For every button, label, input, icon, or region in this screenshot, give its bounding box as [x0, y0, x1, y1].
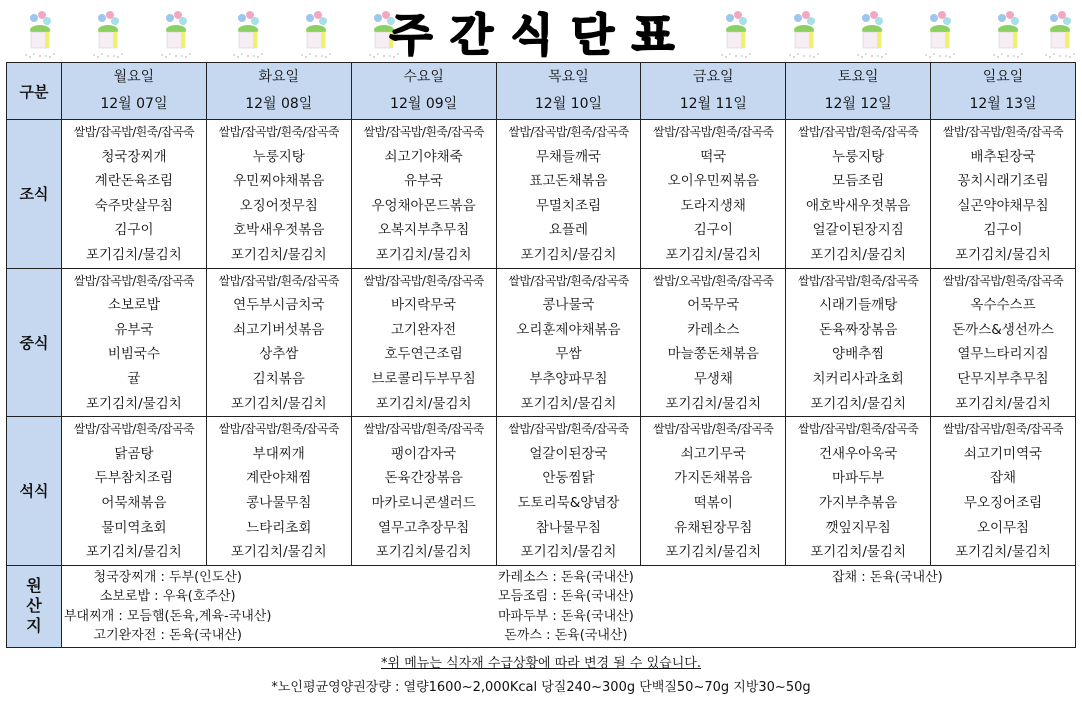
- origin-column: [64, 568, 271, 646]
- origin-item: 고기완자전 : 돈육(국내산): [93, 628, 242, 644]
- menu-item: 오징어젓무침: [239, 197, 318, 214]
- menu-item: 포기김치/물김치: [955, 544, 1051, 561]
- menu-item: 오리훈제야채볶음: [516, 321, 621, 338]
- menu-item: 물미역초회: [101, 519, 167, 536]
- menu-item: 깻잎지무침: [825, 519, 891, 536]
- menu-item: 포기김치/물김치: [375, 395, 472, 412]
- menu-item: 소보로밥: [107, 297, 160, 314]
- menu-item: 열무느타리지짐: [957, 346, 1049, 363]
- menu-item: 호두연근조림: [384, 346, 463, 363]
- menu-item: 우엉채아몬드볶음: [371, 197, 476, 214]
- menu-item: 포기김치/물김치: [665, 395, 762, 412]
- menu-item: 숙주맛살무침: [94, 197, 174, 214]
- menu-cell: [351, 268, 496, 417]
- day-name: 수요일: [403, 69, 444, 85]
- meal-row: [7, 268, 1076, 417]
- menu-item: 포기김치/물김치: [86, 246, 182, 263]
- menu-cell: [496, 417, 641, 566]
- day-name: 월요일: [113, 69, 155, 85]
- origin-item: 모듬조림 : 돈육(국내산): [498, 589, 634, 605]
- menu-item: 돈까스&생선까스: [952, 321, 1054, 338]
- menu-item: 쌀밥/잡곡밥/흰죽/잡곡죽: [508, 273, 629, 288]
- origin-label-char: 원: [26, 576, 42, 596]
- change-notice: *위 메뉴는 식자재 수급상황에 따라 변경 될 수 있습니다.: [381, 656, 701, 671]
- menu-item: 가지돈채볶음: [674, 470, 753, 487]
- menu-cell: [206, 417, 351, 566]
- menu-cell: [351, 120, 496, 269]
- day-date: 12월 08일: [245, 96, 313, 112]
- menu-item: 어묵채볶음: [101, 494, 167, 511]
- menu-item: 꽁치시래기조림: [957, 173, 1049, 190]
- menu-item: 애호박새우젓볶음: [805, 197, 911, 214]
- menu-item: 실곤약야채무침: [957, 197, 1049, 214]
- menu-item: 오이무침: [976, 519, 1030, 536]
- menu-item: 쌀밥/잡곡밥/흰죽/잡곡죽: [798, 422, 919, 437]
- menu-item: 양배추찜: [832, 346, 885, 363]
- menu-cell: [206, 120, 351, 269]
- day-header: [496, 63, 641, 120]
- origin-item: 카레소스 : 돈육(국내산): [498, 569, 634, 585]
- day-header: [931, 63, 1076, 120]
- menu-item: 안동찜닭: [542, 470, 595, 487]
- menu-item: 포기김치/물김치: [665, 246, 762, 263]
- day-date: 12월 13일: [969, 96, 1037, 112]
- origin-info: [62, 565, 1076, 647]
- menu-item: 쌀밥/잡곡밥/흰죽/잡곡죽: [218, 273, 339, 288]
- menu-cell: [496, 120, 641, 269]
- menu-item: 쌀밥/잡곡밥/흰죽/잡곡죽: [218, 422, 339, 437]
- menu-item: 마늘쫑돈채볶음: [667, 346, 759, 363]
- menu-item: 쌀밥/잡곡밥/흰죽/잡곡죽: [218, 125, 339, 139]
- menu-item: 쌀밥/잡곡밥/흰죽/잡곡죽: [363, 422, 484, 437]
- menu-item: 팽이감자국: [391, 445, 457, 462]
- menu-cell: [786, 120, 931, 269]
- menu-item: 카레소스: [687, 321, 740, 338]
- day-name: 일요일: [982, 69, 1024, 85]
- menu-item: 포기김치/물김치: [375, 544, 472, 561]
- menu-item: 얼갈이된장국: [529, 445, 608, 462]
- menu-cell: [351, 417, 496, 566]
- origin-row: [7, 565, 1076, 647]
- menu-item: 김구이: [114, 222, 154, 239]
- menu-item: 쌀밥/잡곡밥/흰죽/잡곡죽: [798, 125, 919, 139]
- day-header: [786, 63, 931, 120]
- menu-item: 청국장찌개: [101, 148, 167, 165]
- menu-item: 상추쌈: [259, 346, 299, 363]
- menu-item: 쌀밥/잡곡밥/흰죽/잡곡죽: [942, 422, 1064, 437]
- origin-item: 부대찌개 : 모듬햄(돈육,계육-국내산): [64, 608, 272, 624]
- menu-cell: [641, 120, 786, 269]
- menu-item: 마카로니콘샐러드: [371, 494, 476, 511]
- menu-item: 우민찌야채볶음: [233, 173, 325, 190]
- meal-row: [7, 417, 1076, 566]
- menu-item: 요플레: [548, 222, 589, 239]
- meal-row: [7, 120, 1076, 269]
- origin-column: [498, 568, 634, 646]
- menu-item: 얼갈이된장지짐: [812, 222, 904, 239]
- menu-item: 유채된장무침: [674, 519, 753, 536]
- day-header: [641, 63, 786, 120]
- menu-item: 쌀밥/잡곡밥/흰죽/잡곡죽: [798, 273, 919, 288]
- weekly-menu-table: [6, 62, 1076, 648]
- menu-item: 유부국: [114, 321, 154, 338]
- origin-label-char: 산: [26, 596, 42, 616]
- menu-item: 느타리초회: [246, 519, 312, 536]
- meal-label: 석식: [7, 417, 62, 566]
- menu-item: 무멸치조림: [535, 197, 602, 214]
- menu-item: 쌀밥/잡곡밥/흰죽/잡곡죽: [73, 273, 195, 288]
- menu-cell: [931, 120, 1076, 269]
- menu-item: 배추된장국: [970, 148, 1036, 165]
- menu-item: 포기김치/물김치: [520, 395, 617, 412]
- day-name: 토요일: [837, 69, 879, 85]
- menu-item: 참나물무침: [535, 519, 602, 536]
- day-name: 화요일: [258, 69, 300, 85]
- menu-item: 쌀밥/잡곡밥/흰죽/잡곡죽: [653, 125, 774, 139]
- header-label: 구분: [7, 63, 62, 120]
- menu-cell: [641, 268, 786, 417]
- menu-item: 무채들깨국: [535, 148, 602, 165]
- menu-cell: [786, 268, 931, 417]
- origin-item: 잡채 : 돈육(국내산): [832, 569, 943, 585]
- day-date: 12월 09일: [390, 96, 458, 112]
- menu-item: 포기김치/물김치: [230, 544, 327, 561]
- menu-item: 쌀밥/잡곡밥/흰죽/잡곡죽: [508, 125, 629, 139]
- meal-label: 중식: [7, 268, 62, 417]
- menu-item: 고기완자전: [391, 321, 457, 338]
- menu-item: 시래기들깨탕: [819, 297, 898, 314]
- menu-item: 쇠고기야채죽: [384, 148, 463, 165]
- menu-item: 콩나물무침: [246, 494, 312, 511]
- day-header: [62, 63, 207, 120]
- menu-item: 포기김치/물김치: [520, 544, 617, 561]
- menu-item: 콩나물국: [542, 297, 595, 314]
- nutrition-notice: *노인평균영양권장량 : 열량1600~2,000Kcal 당질240~300g 단백질50~70g 지방30~50g: [271, 680, 811, 695]
- menu-item: 무쌈: [555, 346, 582, 363]
- menu-item: 치커리사과초회: [812, 370, 904, 387]
- menu-item: 돈육간장볶음: [384, 470, 463, 487]
- menu-cell: [496, 268, 641, 417]
- menu-cell: [931, 268, 1076, 417]
- menu-item: 쌀밥/잡곡밥/흰죽/잡곡죽: [363, 125, 484, 139]
- menu-item: 오이우민찌볶음: [667, 173, 759, 190]
- menu-item: 호박새우젓볶음: [233, 222, 325, 239]
- menu-item: 표고돈채볶음: [529, 173, 608, 190]
- menu-item: 무생채: [693, 370, 733, 387]
- day-name: 금요일: [693, 69, 734, 85]
- menu-item: 부추양파무침: [529, 370, 608, 387]
- menu-item: 도토리묵&양념장: [517, 494, 620, 511]
- menu-item: 연두부시금치국: [233, 297, 325, 314]
- menu-cell: [931, 417, 1076, 566]
- origin-label: [7, 565, 62, 647]
- menu-item: 모듬조림: [832, 173, 885, 190]
- menu-item: 잡채: [989, 470, 1017, 487]
- menu-item: 비빔국수: [107, 346, 160, 363]
- menu-item: 포기김치/물김치: [230, 395, 327, 412]
- menu-item: 쇠고기무국: [680, 445, 746, 462]
- page-title: 주간식단표: [389, 10, 693, 61]
- menu-item: 김치볶음: [252, 370, 305, 387]
- menu-item: 쌀밥/잡곡밥/흰죽/잡곡죽: [73, 125, 195, 139]
- menu-item: 포기김치/물김치: [810, 395, 907, 412]
- menu-item: 포기김치/물김치: [955, 395, 1051, 412]
- menu-item: 포기김치/물김치: [955, 246, 1051, 263]
- menu-cell: [62, 268, 207, 417]
- origin-label-char: 지: [26, 616, 42, 636]
- menu-item: 부대찌개: [252, 445, 305, 462]
- menu-item: 계란돈육조림: [94, 173, 174, 190]
- menu-item: 포기김치/물김치: [230, 246, 327, 263]
- day-date: 12월 12일: [824, 96, 892, 112]
- menu-item: 돈육짜장볶음: [819, 321, 898, 338]
- menu-item: 가지부추볶음: [819, 494, 898, 511]
- day-date: 12월 11일: [679, 96, 747, 112]
- menu-item: 쌀밥/잡곡밥/흰죽/잡곡죽: [653, 422, 774, 437]
- menu-item: 포기김치/물김치: [810, 246, 907, 263]
- menu-item: 김구이: [693, 222, 733, 239]
- menu-item: 누룽지탕: [832, 148, 885, 165]
- menu-item: 오복지부추무침: [377, 222, 470, 239]
- origin-item: 마파두부 : 돈육(국내산): [498, 608, 634, 624]
- menu-item: 쌀밥/잡곡밥/흰죽/잡곡죽: [363, 273, 484, 288]
- menu-cell: [641, 417, 786, 566]
- menu-item: 쇠고기미역국: [963, 445, 1043, 462]
- day-header: [351, 63, 496, 120]
- meal-label: 조식: [7, 120, 62, 269]
- menu-item: 포기김치/물김치: [665, 544, 762, 561]
- menu-item: 건새우아욱국: [819, 445, 898, 462]
- menu-cell: [62, 417, 207, 566]
- day-header: [206, 63, 351, 120]
- menu-item: 쌀밥/잡곡밥/흰죽/잡곡죽: [73, 422, 195, 437]
- menu-item: 포기김치/물김치: [810, 544, 907, 561]
- menu-item: 포기김치/물김치: [375, 246, 472, 263]
- menu-item: 떡국: [700, 148, 727, 165]
- menu-item: 쌀밥/잡곡밥/흰죽/잡곡죽: [942, 125, 1064, 139]
- menu-item: 귤: [127, 370, 141, 387]
- day-date: 12월 10일: [534, 96, 603, 112]
- day-date: 12월 07일: [100, 96, 168, 112]
- menu-item: 옥수수스프: [970, 297, 1036, 314]
- menu-item: 누룽지탕: [252, 148, 305, 165]
- menu-item: 쌀밥/잡곡밥/흰죽/잡곡죽: [942, 273, 1064, 288]
- menu-item: 단무지부추무침: [957, 370, 1049, 387]
- menu-item: 바지락무국: [391, 297, 457, 314]
- menu-item: 열무고추장무침: [377, 519, 470, 536]
- menu-item: 브로콜리두부무침: [371, 370, 476, 387]
- menu-item: 두부참치조림: [94, 470, 174, 487]
- menu-cell: [62, 120, 207, 269]
- menu-item: 포기김치/물김치: [86, 544, 182, 561]
- menu-item: 쌀밥/잡곡밥/흰죽/잡곡죽: [508, 422, 629, 437]
- menu-item: 계란야채찜: [246, 470, 312, 487]
- menu-cell: [786, 417, 931, 566]
- menu-item: 쌀밥/오곡밥/흰죽/잡곡죽: [653, 273, 774, 288]
- menu-item: 어묵무국: [687, 297, 740, 314]
- menu-item: 포기김치/물김치: [520, 246, 617, 263]
- day-name: 목요일: [548, 69, 589, 85]
- origin-item: 돈까스 : 돈육(국내산): [504, 628, 628, 644]
- menu-item: 도라지생채: [680, 197, 746, 214]
- menu-cell: [206, 268, 351, 417]
- menu-item: 마파두부: [832, 470, 885, 487]
- menu-item: 닭곰탕: [114, 445, 154, 462]
- origin-item: 소보로밥 : 우육(호주산): [99, 589, 236, 605]
- menu-item: 유부국: [404, 173, 444, 190]
- origin-column: [832, 568, 943, 588]
- menu-item: 포기김치/물김치: [86, 395, 182, 412]
- menu-item: 김구이: [983, 222, 1023, 239]
- menu-item: 무오징어조림: [963, 494, 1043, 511]
- menu-item: 떡볶이: [693, 494, 733, 511]
- menu-item: 쇠고기버섯볶음: [233, 321, 325, 338]
- origin-item: 청국장찌개 : 두부(인도산): [93, 569, 242, 585]
